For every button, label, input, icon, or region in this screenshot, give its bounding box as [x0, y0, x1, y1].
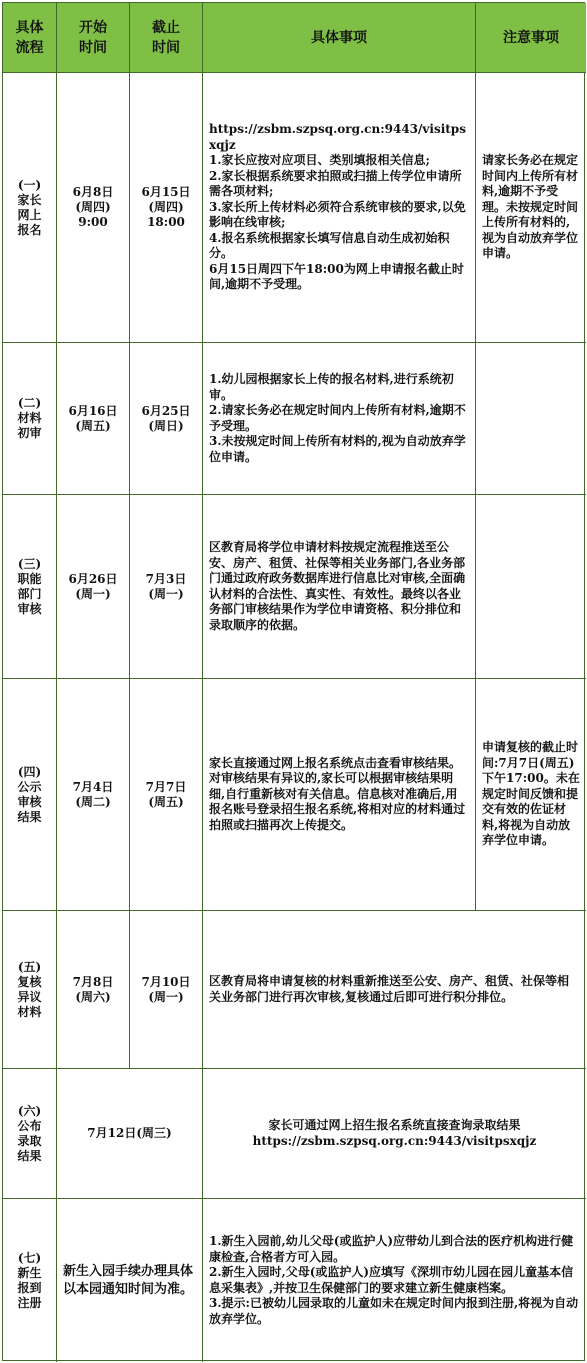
url-text: https://zsbm.szpsq.org.cn:9443/visitpsxqjz	[252, 1133, 537, 1148]
item-line: 1.家长应按对应项目、类别填报相关信息;	[209, 153, 430, 168]
end-time-cell: 7月3日 (周一)	[130, 495, 203, 679]
stage-cell: (六) 公布 录取 结果	[3, 1069, 57, 1199]
item-line: 6月15日周四下午18:00为网上申请报名截止时间,逾期不予受理。	[209, 261, 464, 292]
item-line: 区教育局将学位申请材料按规定流程推送至公安、房产、租赁、社保等相关业务部门,各业务部门通过政府政务数据库进行信息比对审核,全面确认材料的合法性、真实性、有效性。最终以各业务部门审核结果作为学位申请资格、积分排位和录取顺序的依据。	[209, 540, 466, 632]
notes-cell	[476, 495, 586, 679]
notes-cell	[476, 679, 586, 911]
item-line: 家长直接通过网上报名系统点击查看审核结果。对审核结果有异议的,家长可以根据审核结果明细,自行重新核对有关信息。信息核对准确后,用报名账号登录招生报名系统,将相对应的材料通过拍照或扫描再次上传提交。	[209, 755, 466, 832]
date-cell	[57, 1199, 203, 1362]
item-line: 2.请家长务必在规定时间内上传所有材料,逾期不予受理。	[209, 403, 466, 433]
items-cell	[203, 343, 476, 495]
end-time-cell: 6月15日 (周四) 18:00	[130, 73, 203, 343]
url-text: https://zsbm.szpsq.org.cn:9443/visitpsxqjz	[209, 122, 466, 152]
start-time-cell: 6月8日 (周四) 9:00	[57, 73, 130, 343]
items-cell	[203, 73, 476, 343]
items-cell	[203, 1199, 586, 1362]
end-time-cell: 6月25日 (周日)	[130, 343, 203, 495]
item-line: 1.幼儿园根据家长上传的报名材料,进行系统初审。	[209, 372, 454, 402]
stage-cell: (三) 职能 部门 审核	[3, 495, 57, 679]
date-cell: 7月12日(周三)	[57, 1069, 203, 1199]
items-cell	[203, 495, 476, 679]
stage-cell: (四) 公示 审核 结果	[3, 679, 57, 911]
start-time-cell: 7月8日 (周六)	[57, 911, 130, 1069]
header-end-time: 截止 时间	[130, 3, 203, 73]
start-time-cell: 6月26日 (周一)	[57, 495, 130, 679]
item-line: 2.新生入园时,父母(或监护人)应填写《深圳市幼儿园在园儿童基本信息采集表》,并按卫生保健部门的要求建立新生健康档案。	[209, 1265, 574, 1295]
items-cell	[203, 679, 476, 911]
header-items: 具体事项	[203, 3, 476, 73]
items-cell	[203, 911, 586, 1069]
date-text: 新生入园手续办理具体以本园通知时间为准。	[63, 1263, 194, 1297]
item-line: 4.报名系统根据家长填写信息自动生成初始积分。	[209, 230, 450, 261]
item-line: 3.未按规定时间上传所有材料的,视为自动放弃学位申请。	[209, 434, 466, 464]
stage-cell: (五) 复核 异议 材料	[3, 911, 57, 1069]
notes-cell	[476, 343, 586, 495]
end-time-cell: 7月10日 (周一)	[130, 911, 203, 1069]
enrollment-schedule-table	[2, 2, 585, 1361]
item-line: 区教育局将申请复核的材料重新推送至公安、房产、租赁、社保等相关业务部门进行再次审核,复核通过后即可进行积分排位。	[209, 974, 570, 1004]
header-stage: 具体 流程	[3, 3, 57, 73]
stage-cell: (一) 家长 网上 报名	[3, 73, 57, 343]
item-line: 3.提示:已被幼儿园录取的儿童如未在规定时间内报到注册,将视为自动放弃学位。	[209, 1296, 579, 1326]
stage-cell: (七) 新生 报到 注册	[3, 1199, 57, 1362]
notes-cell	[476, 73, 586, 343]
items-cell	[203, 1069, 586, 1199]
stage-cell: (二) 材料 初审	[3, 343, 57, 495]
start-time-cell: 7月4日 (周二)	[57, 679, 130, 911]
header-start-time: 开始 时间	[57, 3, 130, 73]
note-text: 请家长务必在规定时间内上传所有材料,逾期不予受理。未按规定时间上传所有材料的,视为自动放弃学位申请。	[482, 153, 579, 261]
item-line: 2.家长根据系统要求拍照或扫描上传学位申请所需各项材料;	[209, 168, 462, 199]
item-line: 1.新生入园前,幼儿父母(或监护人)应带幼儿到合法的医疗机构进行健康检查,合格者方可入园。	[209, 1234, 574, 1264]
note-text: 申请复核的截止时间:7月7日(周五)下午17:00。未在规定时间反馈和提交有效的佐证材料,将视为自动放弃学位申请。	[482, 740, 580, 848]
item-line: 家长可通过网上招生报名系统直接查询录取结果	[268, 1118, 521, 1132]
end-time-cell: 7月7日 (周五)	[130, 679, 203, 911]
start-time-cell: 6月16日 (周五)	[57, 343, 130, 495]
header-notes: 注意事项	[476, 3, 586, 73]
item-line: 3.家长所上传材料必须符合系统审核的要求,以免影响在线审核;	[209, 199, 466, 230]
